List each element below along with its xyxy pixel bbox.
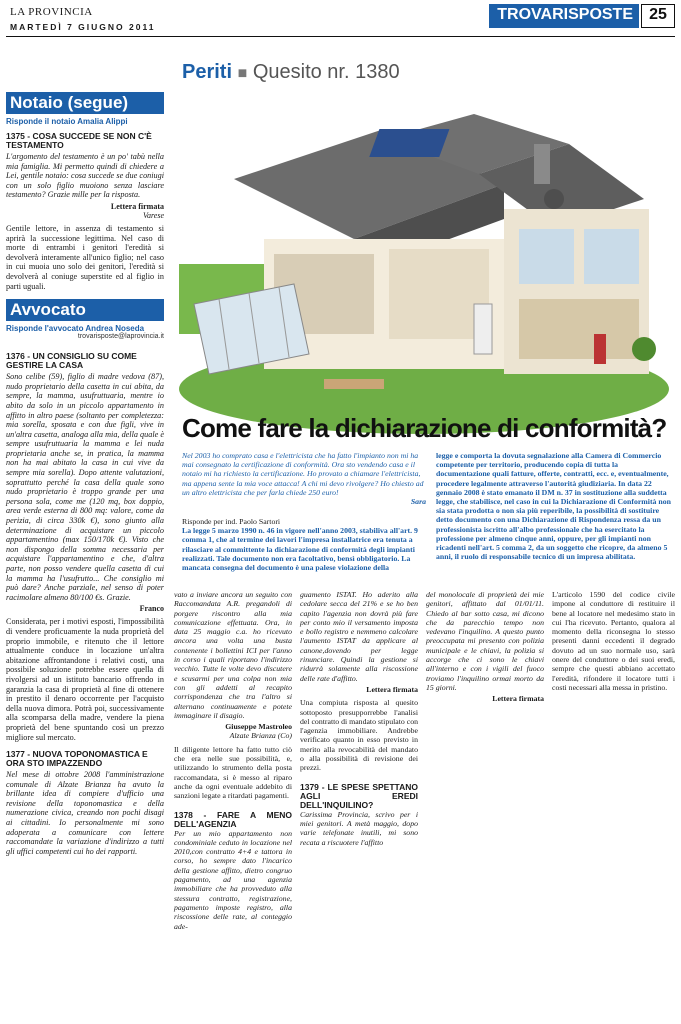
feature-question: [182, 451, 426, 506]
masthead-rule: [6, 36, 675, 37]
col2-text: guamento ISTAT. Ho aderito alla cedolare secca del 21% e se ho ben capito l'agenzia non dovrà più fare per conto mio il versamento imposta e bollo registro e nemmeno calcolare l'aumento ISTAT da applicare al canone,dovendo per legge rinunciare. Quindi la gestione si ridurrà solamente alla riscossione delle rate d'affitto.: [300, 590, 418, 683]
feature-answer-part-2: legge e comporta la dovuta segnalazione alla Camera di Commercio competente per territorio, producendo copia di tutta la documentazione quali fatture, offerte, contratti, ecc. e, eventualmente, procedere legalmente attraverso l'autorità giudiziaria. In data 22 gennaio 2008 è stato emanato il DM n. 37 in sostituzione alla suddetta legge, che stabilisce, nel caso in cui la Dichiarazione di Conformità non sia stata prodotta o non sia più reperibile, la possibilità di sostituire detto documento con una Dichiarazione di Rispondenza ressa da un professionista iscritto all'albo professionale che ha esercitato la professione per almeno cinque anni, oppure, per gli impianti non ricadenti nell'art. 5 comma 2, da un soggetto che ricopre, da almeno 5 anni, il ruolo di responsabile tecnico di un impresa abilitata.: [436, 451, 671, 562]
question-1377-title: 1377 - NUOVA TOPONOMASTICA E ORA STO IMPAZZENDO: [6, 749, 148, 769]
feature-article: [174, 57, 675, 587]
col3-text: del monolocale di proprietà dei mie genitori, affittato dal 01/01/11. Chiedo al bar sotto casa, mi dicono che da parecchio tempo non vedevano l'inquilino. A questo punto preoccupata mi presento con polizia municipale e le chiavi, la polizia si accorge che ci sono le chiavi all'interno e con i vigili del fuoco troviamo l'inquilino ormai morto da 15 giorni.: [426, 590, 544, 692]
left-column: [6, 92, 164, 856]
notaio-byline: Risponde il notaio Amalia Alippi: [6, 117, 128, 126]
col1-place: Alzate Brianza (Co): [229, 731, 292, 741]
lower-columns: [174, 590, 675, 1020]
question-1378-text: Per un mio appartamento non condominiale ceduto in locazione nel 2010,con contratto 4+4 e tattora in corso, ho sempre dato l'incarico della gestione affitto, dietro congruo pagamento, ad una agenzia immobiliare che ha provveduto alla stessura contratto, registrazione, pagamento imposte registro, alla riscossione delle rate, al conteggio ade-: [174, 828, 292, 931]
avvocato-byline: Risponde l'avvocato Andrea Noseda: [6, 324, 145, 334]
feature-kicker: Periti ■ Quesito nr. 1380: [182, 61, 400, 83]
section-label-text: TROVARISPOSTE: [497, 6, 633, 23]
notaio-section-title: Notaio (segue): [6, 92, 164, 114]
paper-name: LA PROVINCIA: [10, 6, 93, 18]
section-label: [489, 4, 639, 28]
col1-answer: Il diligente lettore ha fatto tutto ciò che era nelle sue possibilità, e, utilizzando lo strumento della posta raccomandata, si è messo al riparo anche da ogni eventuale addebito di sanzioni legate a ritardati pagamenti.: [174, 744, 292, 801]
question-1379-text: Carissima Provincia, scrivo per i miei genitori. A metà maggio, dopo varie telefonate inutili, mi sono recata a riscuotere l'affitto: [300, 809, 418, 847]
question-1375-place: Varese: [142, 210, 164, 220]
feature-answer-part-1: [182, 517, 426, 572]
feature-byline: Risponde per ind. Paolo Sartori: [182, 517, 281, 526]
question-1379-title: 1379 - LE SPESE SPETTANO AGLI EREDI DELL'INQUILINO?: [300, 781, 418, 810]
contact-email[interactable]: trovarisposte@laprovincia.it: [77, 333, 164, 341]
col1-text: vato a inviare ancora un seguito con Raccomandata A.R. pregandoli di porgere riscontro alla mia comunicazione effettuata. Ora, in data 25 maggio c.a. ho ricevuto ancora una volta una busta contenente i bollettini ICI per l'anno in corso i quali riportano l'indirizzo vecchio. Tutte le volte devo discutere e scusarmi per una colpa non mia con gli addetti al recapito corrispondenza che tra l'altro si alternano continuamente e potete immaginare il disagio.: [174, 590, 292, 720]
masthead: [6, 4, 675, 44]
feature-question-signature: Sara: [410, 497, 426, 507]
answer-1376-text: Considerata, per i motivi esposti, l'impossibilità di vendere proficuamente la nuda proprietà del proprio immobile, e ritenuto che il lettore attualmente conduce in locazione un'altra abitazione affrontandone i relativi costi, una possibile soluzione potrebbe essere quella di rivolgersi ad un istituto bancario offrendo in garanzia la casa di proprietà al fine di ottenere in prestito il denaro occorrente per l'acquisto della nuova dimora. Potrà poi, successivamente alla scomparsa della madre, vendere la piena proprietà del bene spuntando così un prezzo migliore sul mercato.: [6, 617, 164, 742]
question-1376-title: 1376 - UN CONSIGLIO SU COME GESTIRE LA CASA: [6, 351, 137, 371]
issue-date: MARTEDÌ 7 GIUGNO 2011: [10, 22, 156, 32]
column-3: [426, 590, 544, 704]
answer-1375-text: Gentile lettore, in assenza di testamento si aprirà la successione legittima. Nel caso di morte di entrambi i genitori l'eredità si devolverà interamente all'unico figlio; nel caso in cui muoia uno solo dei genitori, l'eredità si devolverà al coniuge superstite ed al figlio in parti uguali.: [6, 223, 164, 291]
column-1: [174, 590, 292, 931]
column-4: [552, 590, 675, 692]
question-1376-signature: Franco: [139, 604, 164, 614]
feature-headline: Come fare la dichiarazione di conformità?: [182, 413, 667, 443]
col2-signature: Lettera firmata: [366, 684, 418, 694]
question-1375-title: 1375 - COSA SUCCEDE SE NON C'È TESTAMENTO: [6, 131, 152, 150]
col2-answer: Una compiuta risposta al quesito sottoposto presupporrebbe l'analisi del contratto di mandato stipulato con l'agenzia immobiliare. Andrebbe verificato quanto in esso previsto in merito alla revocabilità del mandato o alla possibilità di revisione dei prezzi.: [300, 698, 419, 773]
page-number: 25: [641, 4, 675, 28]
feature-question-text: Nel 2003 ho comprato casa e l'elettricista che ha fatto l'impianto non mi ha mai consegnato la certificazione di conformità. Ora sto vendendo casa e il notaio mi ha richiesto la certificazione. Ho provato a chiamare l'elettricista, ma appena sente la mia voce attacca! A chi mi devo rivolgere? Ho chiesto ad un altro elettricista che per farla chiede 250 euro!: [182, 451, 424, 497]
question-1375-signature: Lettera firmata: [110, 201, 164, 211]
question-1375-text: L'argomento del testamento è un po' tabù nella mia famiglia. Mi permetto quindi di chiedere a Lei, gentile notaio: cosa succede se due coniugi con un solo figlio muoiono senza lasciare testamento? Grazie mille per la risposta.: [6, 152, 164, 200]
column-2: [300, 590, 418, 847]
question-1377-text: Nel mese di ottobre 2008 l'amministrazione comunale di Alzate Brianza ha avuto la brillante idea di compiere d'ufficio una revisione della toponomastica e della numerazione civica, creando non pochi disagi ai cittadini. Io personalmente mi sono adoperata a comunicare con lettere raccomandate la variazione d'indirizzo a tutti gli uffici competenti cui ho dei rapporti.: [6, 770, 164, 856]
kicker-section: Periti: [182, 61, 233, 83]
feature-answer-a-text: La legge 5 marzo 1990 n. 46 in vigore nell'anno 2003, stabiliva all'art. 9 comma 1, che al termine dei lavori l'impresa installatrice era tenuta a rilasciare al committente la dichiarazione di conformità degli impianti realizzati. Tale documento non era facoltativo, bensì obbligatorio. La mancata consegna del documento è una palese violazione della: [182, 526, 418, 573]
question-1376-text: Sono celibe (59), figlio di madre vedova (87), nudo proprietario della casetta in cui abita, da sempre, la mamma, usufruttuaria, mentre io abito da solo in un piccolo appartamento in affitto in altro paese (soltanto per completezza: mia sorella, sposata e con due figli, vive in un'altra casetta, analoga alla mia, della quale è sempre usufruttuaria la mamma e lei nuda proprietaria anche se, in pratica, la mamma non ha mai abitato la casa in cui vive da sempre mia sorella). Dopo attente valutazioni, soprattutto perché la casa della quale sono nudo proprietario è troppo grande per una persona sola, come me (120 mq, box doppio, area verde esterna di 800 mq: valore, come da perizia, di circa 330k €), sono giunto alla determinazione di acquistare un piccolo appartamentino (max 150/170k €). Visto che non dispongo della somma necessaria per acquistare l'appartamentino e che, d'altra parte, non posso vendere quella casetta di cui la mamma ha l'usufrutto... Che consiglio mi può dare? Anche parziale, nel senso di poter racimolare almeno 80/100 €s. Grazie.: [6, 372, 164, 602]
col1-signature: Giuseppe Mastroleo: [225, 722, 292, 732]
kicker-question-number: Quesito nr. 1380: [252, 61, 400, 83]
question-1378-title: 1378 - FARE A MENO DELL'AGENZIA: [174, 809, 292, 829]
avvocato-section-title: Avvocato: [6, 299, 164, 321]
col3-signature: Lettera firmata: [492, 694, 544, 704]
house-illustration: [174, 89, 675, 444]
col3-answer: L'articolo 1590 del codice civile impone al conduttore di restituire il bene al locatore nel medesimo stato in cui l'ha ricevuto. Pertanto, qualora al momento della riconsegna lo stesso presenti danni eccedenti il degrado dovuto ad un suo normale uso, sarà onere del conduttore o dei suoi eredi, sempre che questi abbiano accettato l'eredità, rifondere il locatore tutti i costi necessari alla messa in pristino.: [552, 590, 675, 692]
